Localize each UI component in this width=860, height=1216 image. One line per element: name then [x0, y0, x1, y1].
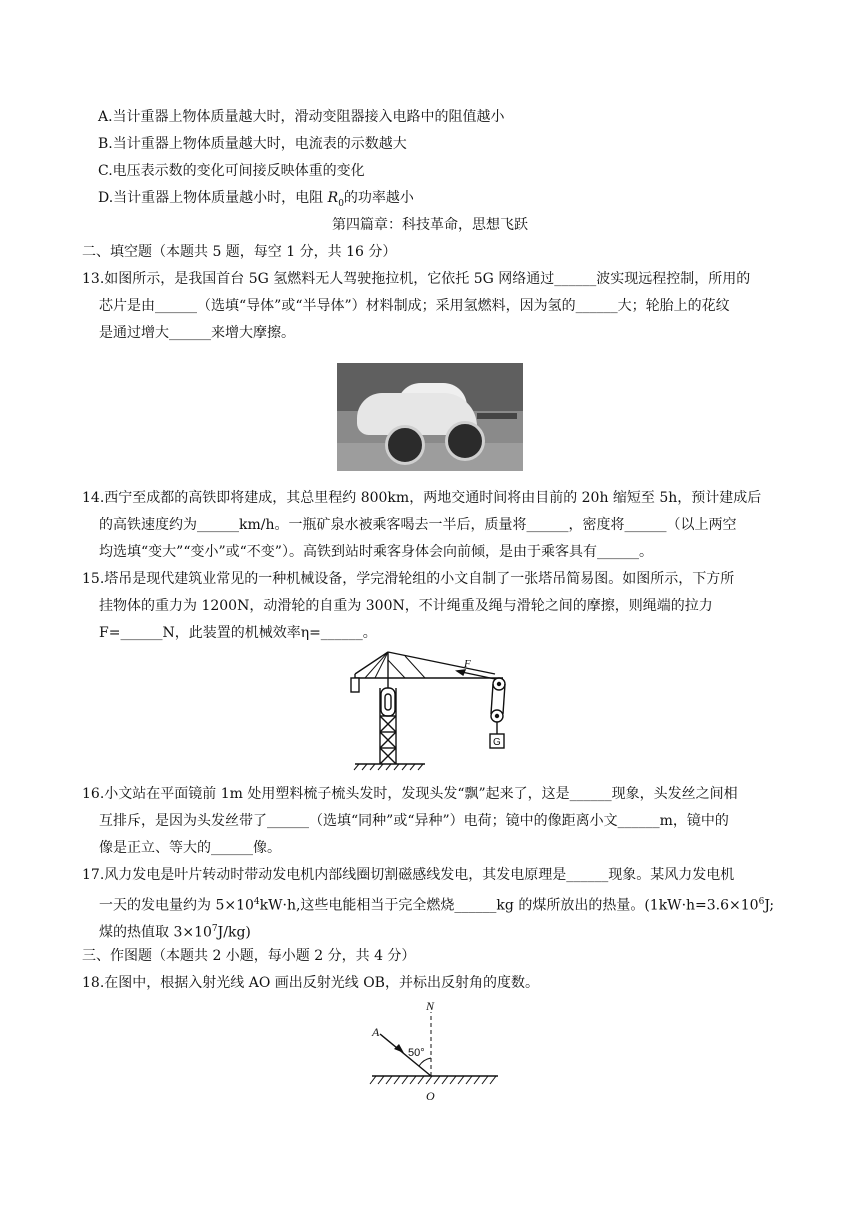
q13-line2: 芯片是由______（选填“导体”或“半导体”）材料制成；采用氢燃料，因为氢的______大；轮胎上的花纹: [99, 298, 730, 314]
label-f: F: [464, 658, 471, 670]
option-d-pre: D.当计重器上物体质量越小时，电阻: [98, 190, 328, 206]
tractor-front-wheel: [385, 425, 425, 465]
label-o: O: [426, 1089, 435, 1103]
q17-l3sup: 7: [211, 924, 218, 934]
crane-cabin: [381, 688, 395, 716]
option-d-sub: 0: [338, 198, 344, 209]
reflection-diagram: [360, 996, 510, 1106]
crane-cabin-window: [385, 694, 391, 710]
q17-l2a: 一天的发电量约为 5×10: [99, 897, 254, 914]
crane-ground-hatch: [354, 764, 423, 770]
q17-l3b: J/kg): [217, 924, 251, 941]
q17-l2sup: 4: [253, 897, 260, 907]
q14-line1: 14.西宁至成都的高铁即将建成，其总里程约 800km，两地交通时间将由目前的 20h 缩短至 5h，预计建成后: [82, 490, 762, 506]
q15-line1: 15.塔吊是现代建筑业常见的一种机械设备，学完滑轮组的小文自制了一张塔吊简易图。如图所示，下方所: [82, 571, 735, 587]
angle-label: 50°: [408, 1047, 425, 1059]
q18-line1: 18.在图中，根据入射光线 AO 画出反射光线 OB，并标出反射角的度数。: [82, 975, 539, 991]
mirror-hatch: [370, 1076, 496, 1084]
option-d: [98, 188, 414, 214]
crane-jib-bracing: [365, 652, 425, 678]
q17-line3: [99, 919, 251, 943]
q14-line2: 的高铁速度约为______km/h。一瓶矿泉水被乘客喝去一半后，质量将______，密度将______（以上两空: [99, 517, 737, 533]
tractor-photo: [337, 363, 523, 471]
rope-left: [491, 684, 493, 714]
option-b: B.当计重器上物体质量越大时，电流表的示数越大: [98, 136, 407, 152]
section-drawing: 三、作图题（本题共 2 小题，每小题 2 分，共 4 分）: [82, 948, 416, 964]
option-a: A.当计重器上物体质量越大时，滑动变阻器接入电路中的阻值越小: [98, 109, 505, 125]
tractor-hitch: [477, 413, 517, 419]
chapter-title: 第四篇章：科技革命，思想飞跃: [332, 217, 528, 233]
q17-line1: 17.风力发电是叶片转动时带动发电机内部线圈切割磁感线发电，其发电原理是______现象。某风力发电机: [82, 867, 735, 883]
option-d-post: 的功率越小: [343, 190, 414, 206]
crane-counterweight: [351, 678, 359, 692]
q17-l2b: kW·h,这些电能相当于完全燃烧______kg 的煤所放出的热量。(1kW·h=3.6×10: [259, 897, 759, 914]
q17-l2c: J;: [764, 897, 775, 914]
angle-arc: [419, 1058, 431, 1066]
section-fill-in: 二、填空题（本题共 5 题，每空 1 分，共 16 分）: [82, 244, 397, 260]
label-n: N: [426, 999, 435, 1013]
q16-line1: 16.小文站在平面镜前 1m 处用塑料梳子梳头发时，发现头发“飘”起来了，这是______现象，头发丝之间相: [82, 786, 738, 802]
crane-jib-tie: [388, 652, 495, 674]
label-a: A: [372, 1025, 380, 1039]
q15-line3: F=______N，此装置的机械效率η=______。: [99, 625, 377, 641]
q17-l3a: 煤的热值取 3×10: [99, 924, 212, 941]
option-c: C.电压表示数的变化可间接反映体重的变化: [98, 163, 365, 179]
tractor-rear-wheel: [445, 421, 485, 461]
q16-line3: 像是正立、等大的______像。: [99, 840, 281, 856]
q13-line1: 13.如图所示，是我国首台 5G 氢燃料无人驾驶拖拉机，它依托 5G 网络通过______波实现远程控制，所用的: [82, 271, 751, 287]
option-d-r: R: [327, 190, 339, 206]
force-arrow: [457, 670, 465, 675]
q13-line3: 是通过增大______来增大摩擦。: [99, 325, 295, 341]
photo-road: [337, 443, 523, 471]
crane-tower-bracing: [380, 716, 396, 764]
q17-l2sup2: 6: [758, 897, 765, 907]
incident-arrow: [394, 1044, 404, 1053]
q17-line2: [99, 892, 774, 916]
tower-crane-diagram: [345, 648, 525, 774]
label-g: G: [493, 737, 501, 748]
q15-line2: 挂物体的重力为 1200N，动滑轮的自重为 300N，不计绳重及绳与滑轮之间的摩擦，则绳端的拉力: [99, 598, 713, 614]
q16-line2: 互排斥，是因为头发丝带了______（选填“同种”或“异种”）电荷；镜中的像距离小文______m，镜中的: [99, 813, 729, 829]
q14-line3: 均选填“变大”“变小”或“不变”）。高铁到站时乘客身体会向前倾，是由于乘客具有______。: [99, 544, 653, 560]
